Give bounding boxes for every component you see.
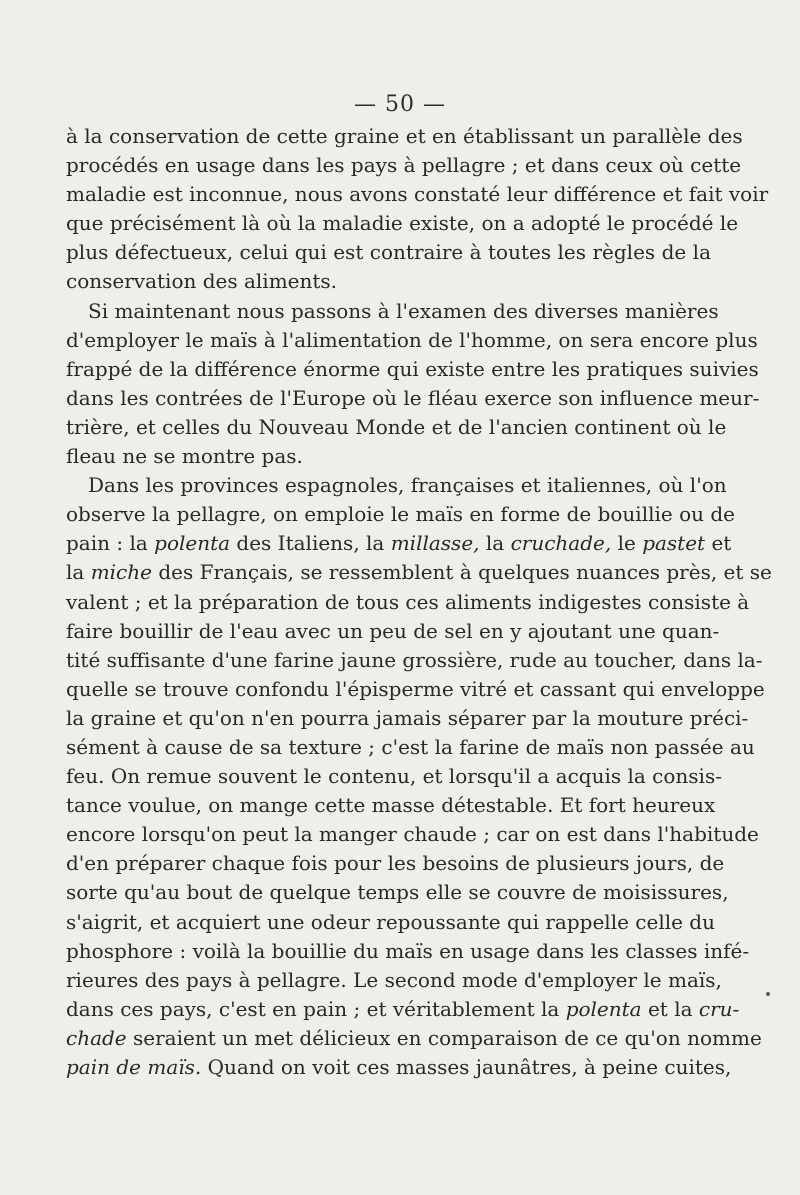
text-line: pain de maïs. Quand on voit ces masses jaunâtres, à peine cuites, xyxy=(66,1055,732,1079)
text-line: plus défectueux, celui qui est contraire à toutes les règles de la xyxy=(66,240,711,265)
text-line: d'en préparer chaque fois pour les besoins de plusieurs jours, de xyxy=(66,851,725,876)
text-line: que précisément là où la maladie existe, on a adopté le procédé le xyxy=(66,211,739,236)
text-line: pain : la polenta des Italiens, la millasse, la cruchade, le pastet et xyxy=(66,531,732,556)
text-line: conservation des aliments. xyxy=(66,269,338,294)
text-line: observe la pellagre, on emploie le maïs en forme de bouillie ou de xyxy=(66,502,736,527)
text-line: s'aigrit, et acquiert une odeur repoussante qui rappelle celle du xyxy=(66,909,715,934)
text-line: trière, et celles du Nouveau Monde et de l'ancien continent où le xyxy=(66,414,727,439)
margin-dot-mark xyxy=(766,992,770,996)
text-line: feu. On remue souvent le contenu, et lorsqu'il a acquis la consis- xyxy=(66,764,722,789)
text-line: frappé de la différence énorme qui existe entre les pratiques suivies xyxy=(66,356,759,381)
text-line: quelle se trouve confondu l'épisperme vitré et cassant qui enveloppe xyxy=(66,676,765,701)
text-line: dans les contrées de l'Europe où le fléau exerce son influence meur- xyxy=(66,385,760,410)
text-line: fleau ne se montre pas. xyxy=(66,444,303,469)
text-line: faire bouillir de l'eau avec un peu de sel en y ajoutant une quan- xyxy=(66,618,720,643)
text-line: encore lorsqu'on peut la manger chaude ; car on est dans l'habitude xyxy=(66,822,759,847)
text-line: maladie est inconnue, nous avons constaté leur différence et fait voir xyxy=(66,182,769,207)
text-line: d'employer le maïs à l'alimentation de l'homme, on sera encore plus xyxy=(66,327,758,352)
text-line: à la conservation de cette graine et en établissant un parallèle des xyxy=(66,124,743,148)
text-line: procédés en usage dans les pays à pellagre ; et dans ceux où cette xyxy=(66,153,742,178)
text-line: valent ; et la préparation de tous ces aliments indigestes consiste à xyxy=(66,589,750,614)
text-line: Dans les provinces espagnoles, françaises et italiennes, où l'on xyxy=(88,473,727,498)
text-line: phosphore : voilà la bouillie du maïs en usage dans les classes infé- xyxy=(66,938,750,963)
text-line: sorte qu'au bout de quelque temps elle se couvre de moisissures, xyxy=(66,880,729,905)
text-line: rieures des pays à pellagre. Le second mode d'employer le maïs, xyxy=(66,967,722,992)
text-line: dans ces pays, c'est en pain ; et véritablement la polenta et la cru- xyxy=(66,996,740,1021)
page-number: — 50 — xyxy=(354,92,446,117)
body-text xyxy=(66,122,772,1082)
text-line: sément à cause de sa texture ; c'est la farine de maïs non passée au xyxy=(66,734,755,759)
text-line: tité suffisante d'une farine jaune grossière, rude au toucher, dans la- xyxy=(66,647,763,672)
text-line: chade seraient un met délicieux en comparaison de ce qu'on nomme xyxy=(66,1025,762,1050)
text-line: la graine et qu'on n'en pourra jamais séparer par la mouture préci- xyxy=(66,705,749,730)
text-line: la miche des Français, se ressemblent à quelques nuances près, et se xyxy=(66,560,772,585)
text-line: Si maintenant nous passons à l'examen des diverses manières xyxy=(88,298,719,323)
text-line: tance voulue, on mange cette masse détestable. Et fort heureux xyxy=(66,793,716,818)
